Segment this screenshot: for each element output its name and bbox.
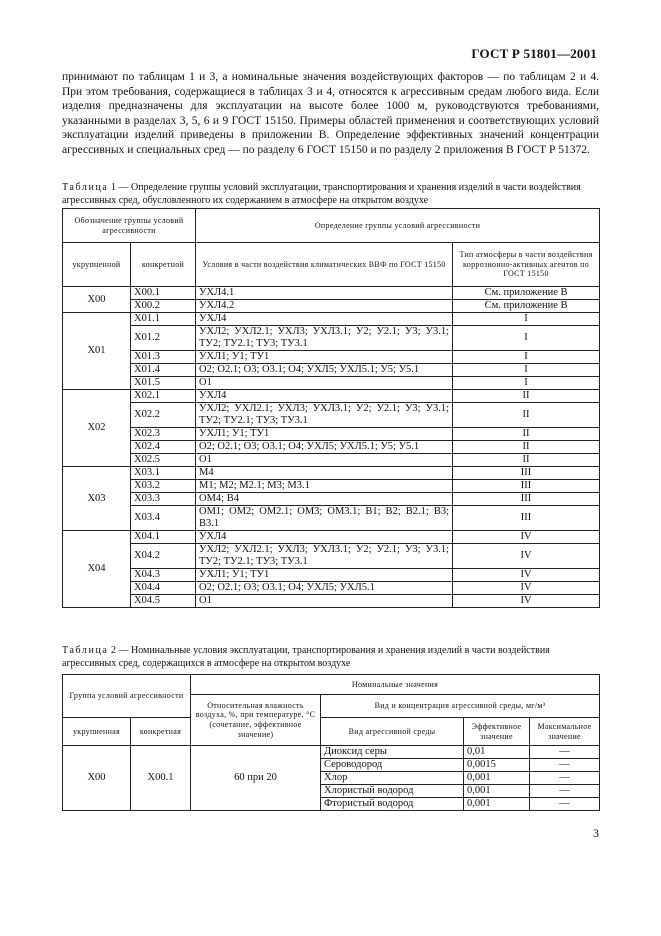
climatic-conditions: УХЛ1; У1; ТУ1 xyxy=(196,428,453,441)
group-code: Х00 xyxy=(63,746,131,811)
group-code: Х00 xyxy=(63,287,131,313)
group-code: Х04 xyxy=(63,531,131,608)
atmosphere-type: II xyxy=(453,441,600,454)
table1-header-designation: Обозначение группы условий агрессивности xyxy=(63,209,196,243)
climatic-conditions: О1 xyxy=(196,595,453,608)
table2-caption xyxy=(62,645,599,670)
table-row xyxy=(63,746,600,759)
table-row xyxy=(63,595,600,608)
table-row xyxy=(63,287,600,300)
climatic-conditions: УХЛ4 xyxy=(196,313,453,326)
climatic-conditions: О2; О2.1; О3; О3.1; О4; УХЛ5; УХЛ5.1; У5; У5.1 xyxy=(196,441,453,454)
table2-header-enlarged: укрупненная xyxy=(63,718,131,746)
medium-name: Фтористый водород xyxy=(321,798,464,811)
table-row xyxy=(63,403,600,428)
medium-name: Хлор xyxy=(321,772,464,785)
atmosphere-type: III xyxy=(453,467,600,480)
specific-code: Х03.4 xyxy=(131,506,196,531)
atmosphere-type: III xyxy=(453,480,600,493)
table1-header-specific: конкретной xyxy=(131,243,196,287)
climatic-conditions: О1 xyxy=(196,454,453,467)
specific-code: Х02.3 xyxy=(131,428,196,441)
table-row xyxy=(63,441,600,454)
specific-code: Х02.5 xyxy=(131,454,196,467)
maximum-value: — xyxy=(530,785,600,798)
climatic-conditions: УХЛ2; УХЛ2.1; УХЛ3; УХЛ3.1; У2; У2.1; У3; У3.1; ТУ2; ТУ2.1; ТУ3; ТУ3.1 xyxy=(196,326,453,351)
medium-name: Сероводород xyxy=(321,759,464,772)
table-row xyxy=(63,326,600,351)
page-number: 3 xyxy=(593,826,599,840)
climatic-conditions: УХЛ2; УХЛ2.1; УХЛ3; УХЛ3.1; У2; У2.1; У3; У3.1; ТУ2; ТУ2.1; ТУ3; ТУ3.1 xyxy=(196,403,453,428)
table1-header-enlarged: укрупненной xyxy=(63,243,131,287)
specific-code: Х04.2 xyxy=(131,544,196,569)
specific-code: Х04.3 xyxy=(131,569,196,582)
atmosphere-type: III xyxy=(453,493,600,506)
table-row xyxy=(63,390,600,403)
climatic-conditions: УХЛ1; У1; ТУ1 xyxy=(196,351,453,364)
table-row xyxy=(63,351,600,364)
climatic-conditions: О2; О2.1; О3; О3.1; О4; УХЛ5; УХЛ5.1 xyxy=(196,582,453,595)
table-row xyxy=(63,506,600,531)
table-row xyxy=(63,531,600,544)
intro-text: принимают по таблицам 1 и 3, а номинальные значения воздействующих факторов — по таблицам 2 и 4. При этом требования, содержащиеся в таблицах 3 и 4, относятся к агрессивным средам любого вида. Если изделия предназначены для эксплуатации на высоте более 1000 м, руководствуются требованиями, указанными в разделах 3, 5, 6 и 9 ГОСТ 15150. Примеры областей применения и соответствующих условий эксплуатации изделий приведены в приложении В. Определение эффективных значений концентрации агрессивных и специальных сред — по разделу 6 ГОСТ 15150 и по разделу 2 приложения В ГОСТ Р 51372. xyxy=(62,71,599,156)
table2-header-medium: Вид агрессивной среды xyxy=(321,718,464,746)
specific-code: Х02.2 xyxy=(131,403,196,428)
specific-code: Х03.3 xyxy=(131,493,196,506)
table-row xyxy=(63,582,600,595)
specific-code: Х04.1 xyxy=(131,531,196,544)
table2-header-maximum: Максимальное значение xyxy=(530,718,600,746)
table-row xyxy=(63,364,600,377)
table2-header-effective: Эффективное значение xyxy=(464,718,530,746)
table2-title: 2 — Номинальные условия эксплуатации, транспортирования и хранения изделий в части воздействия агрессивных сред, содержащихся в атмосфере на открытом воздухе xyxy=(62,645,550,669)
table-row xyxy=(63,544,600,569)
climatic-conditions: УХЛ4.1 xyxy=(196,287,453,300)
table1-header-atmosphere: Тип атмосферы в части воздействия коррозионно-активных агентов по ГОСТ 15150 xyxy=(453,243,600,287)
atmosphere-type: III xyxy=(453,506,600,531)
specific-code: Х01.3 xyxy=(131,351,196,364)
table2-header-concentration: Вид и концентрация агрессивной среды, мг/м³ xyxy=(321,695,600,718)
climatic-conditions: О1 xyxy=(196,377,453,390)
effective-value: 0,01 xyxy=(464,746,530,759)
climatic-conditions: УХЛ1; У1; ТУ1 xyxy=(196,569,453,582)
climatic-conditions: ОМ4; В4 xyxy=(196,493,453,506)
atmosphere-type: IV xyxy=(453,569,600,582)
table-row xyxy=(63,377,600,390)
maximum-value: — xyxy=(530,746,600,759)
atmosphere-type: См. приложение В xyxy=(453,300,600,313)
table2 xyxy=(62,674,600,811)
climatic-conditions: О2; О2.1; О3; О3.1; О4; УХЛ5; УХЛ5.1; У5; У5.1 xyxy=(196,364,453,377)
table1 xyxy=(62,208,600,608)
table1-caption xyxy=(62,182,599,207)
atmosphere-type: IV xyxy=(453,582,600,595)
medium-name: Хлористый водород xyxy=(321,785,464,798)
climatic-conditions: УХЛ4.2 xyxy=(196,300,453,313)
atmosphere-type: I xyxy=(453,326,600,351)
specific-code: Х02.1 xyxy=(131,390,196,403)
specific-code: Х02.4 xyxy=(131,441,196,454)
table1-title: 1 — Определение группы условий эксплуатации, транспортирования и хранения изделий в части воздействия агрессивных сред, обусловленного их содержанием в атмосфере на открытом воздухе xyxy=(62,182,581,206)
specific-code: Х00.1 xyxy=(131,287,196,300)
specific-code: Х01.5 xyxy=(131,377,196,390)
atmosphere-type: II xyxy=(453,403,600,428)
table-row xyxy=(63,480,600,493)
effective-value: 0,001 xyxy=(464,785,530,798)
table2-header-humidity: Относительная влажность воздуха, %, при температуре, °С (сочетание, эффективное значение) xyxy=(191,695,321,746)
specific-code: Х00.2 xyxy=(131,300,196,313)
table2-header-group: Группа условий агрессивности xyxy=(63,675,191,718)
humidity-value: 60 при 20 xyxy=(191,746,321,811)
specific-code: Х01.1 xyxy=(131,313,196,326)
climatic-conditions: ОМ1; ОМ2; ОМ2.1; ОМ3; ОМ3.1; В1; В2; В2.1; В3; В3.1 xyxy=(196,506,453,531)
group-code: Х02 xyxy=(63,390,131,467)
atmosphere-type: IV xyxy=(453,531,600,544)
group-code: Х03 xyxy=(63,467,131,531)
table-row xyxy=(63,313,600,326)
specific-code: Х03.2 xyxy=(131,480,196,493)
atmosphere-type: I xyxy=(453,364,600,377)
effective-value: 0,0015 xyxy=(464,759,530,772)
table2-label: Таблица xyxy=(62,645,109,656)
specific-code: Х01.4 xyxy=(131,364,196,377)
atmosphere-type: II xyxy=(453,390,600,403)
table1-label: Таблица xyxy=(62,182,109,193)
table-row xyxy=(63,428,600,441)
table-row xyxy=(63,454,600,467)
table-row xyxy=(63,300,600,313)
table1-header-definition: Определение группы условий агрессивности xyxy=(196,209,600,243)
atmosphere-type: I xyxy=(453,377,600,390)
atmosphere-type: II xyxy=(453,454,600,467)
specific-code: Х01.2 xyxy=(131,326,196,351)
table2-header-nominal: Номинальные значения xyxy=(191,675,600,695)
specific-code: Х04.5 xyxy=(131,595,196,608)
atmosphere-type: II xyxy=(453,428,600,441)
specific-code: Х00.1 xyxy=(131,746,191,811)
effective-value: 0,001 xyxy=(464,798,530,811)
maximum-value: — xyxy=(530,759,600,772)
specific-code: Х03.1 xyxy=(131,467,196,480)
document-header: ГОСТ Р 51801—2001 xyxy=(471,46,597,61)
climatic-conditions: М4 xyxy=(196,467,453,480)
climatic-conditions: УХЛ4 xyxy=(196,390,453,403)
atmosphere-type: I xyxy=(453,351,600,364)
atmosphere-type: IV xyxy=(453,544,600,569)
effective-value: 0,001 xyxy=(464,772,530,785)
table-row xyxy=(63,569,600,582)
atmosphere-type: См. приложение В xyxy=(453,287,600,300)
atmosphere-type: IV xyxy=(453,595,600,608)
climatic-conditions: УХЛ2; УХЛ2.1; УХЛ3; УХЛ3.1; У2; У2.1; У3; У3.1; ТУ2; ТУ2.1; ТУ3; ТУ3.1 xyxy=(196,544,453,569)
table2-header-specific: конкретная xyxy=(131,718,191,746)
maximum-value: — xyxy=(530,772,600,785)
table1-header-conditions: Условия в части воздействия климатических ВВФ по ГОСТ 15150 xyxy=(196,243,453,287)
climatic-conditions: М1; М2; М2.1; М3; М3.1 xyxy=(196,480,453,493)
table-row xyxy=(63,493,600,506)
table-row xyxy=(63,467,600,480)
specific-code: Х04.4 xyxy=(131,582,196,595)
climatic-conditions: УХЛ4 xyxy=(196,531,453,544)
medium-name: Диоксид серы xyxy=(321,746,464,759)
atmosphere-type: I xyxy=(453,313,600,326)
intro-paragraph xyxy=(62,70,599,157)
maximum-value: — xyxy=(530,798,600,811)
group-code: Х01 xyxy=(63,313,131,390)
